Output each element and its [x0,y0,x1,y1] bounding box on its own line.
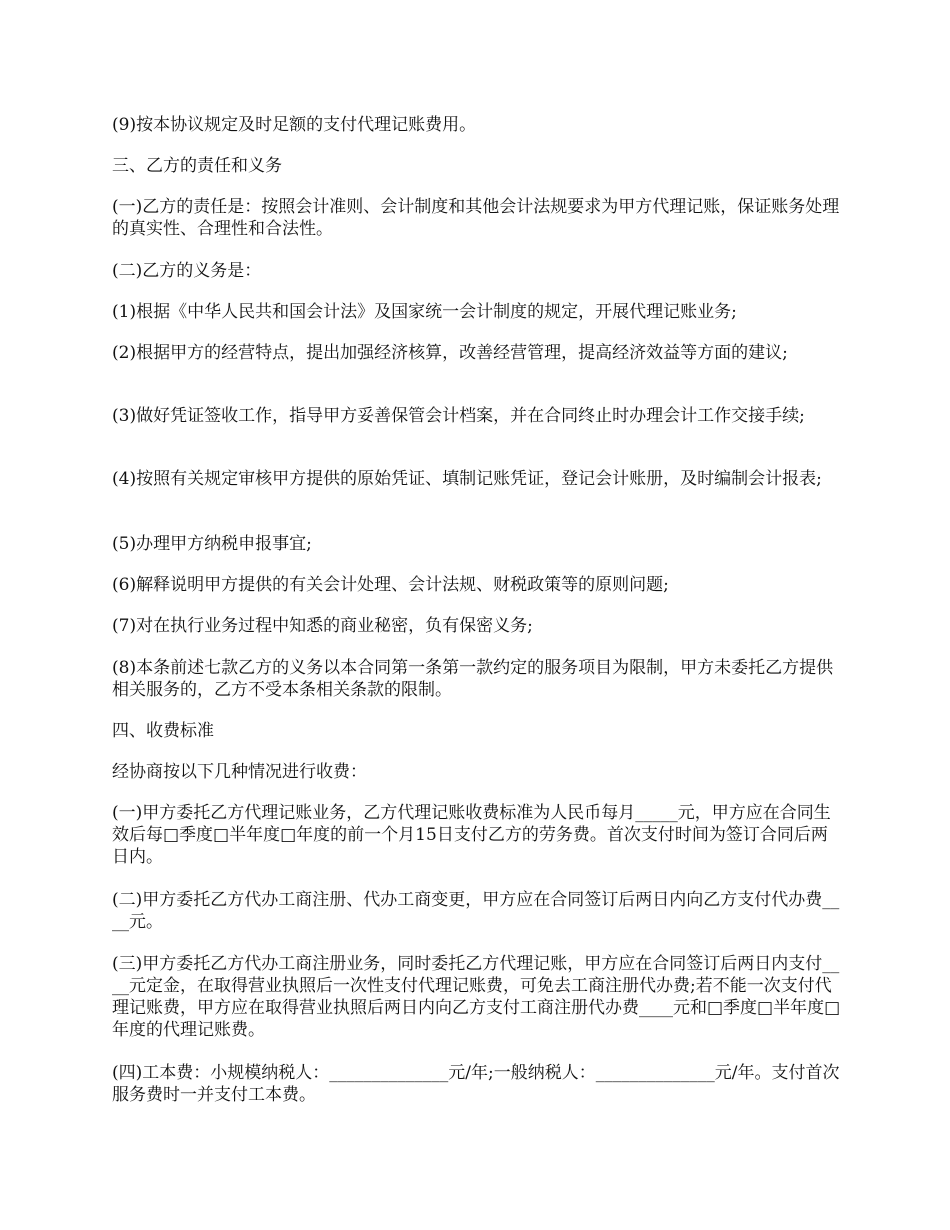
paragraph-fee-3: (三)甲方委托乙方代办工商注册业务，同时委托乙方代理记账，甲方应在合同签订后两日内支付____元定金，在取得营业执照后一次性支付代理记账费，可免去工商注册代办费;若不能一次支付代理记账费，甲方应在取得营业执照后两日内向乙方支付工商注册代办费____元和□季度□半年度□年度的代理记账费。 [112,954,841,1040]
paragraph-party-b-responsibility: (一)乙方的责任是：按照会计准则、会计制度和其他会计法规要求为甲方代理记账，保证账务处理的真实性、合理性和合法性。 [112,197,840,239]
paragraph-fee-intro: 经协商按以下几种情况进行收费： [112,762,367,782]
paragraph-item-8: (8)本条前述七款乙方的义务以本合同第一条第一款约定的服务项目为限制，甲方未委托乙方提供相关服务的，乙方不受本条相关条款的限制。 [112,658,834,700]
paragraph-fee-4: (四)工本费：小规模纳税人：______________元/年;一般纳税人：______________元/年。支付首次服务费时一并支付工本费。 [112,1063,840,1105]
paragraph-item-1: (1)根据《中华人民共和国会计法》及国家统一会计制度的规定，开展代理记账业务; [112,302,737,322]
paragraph-fee-2: (二)甲方委托乙方代办工商注册、代办工商变更，甲方应在合同签订后两日内向乙方支付代办费____元。 [112,890,840,932]
document-page [112,0,842,1230]
paragraph-item-9: (9)按本协议规定及时足额的支付代理记账费用。 [112,115,477,135]
paragraph-item-3: (3)做好凭证签收工作，指导甲方妥善保管会计档案，并在合同终止时办理会计工作交接手续; [112,406,805,426]
section-heading-fee-standard: 四、收费标准 [112,721,214,741]
paragraph-item-6: (6)解释说明甲方提供的有关会计处理、会计法规、财税政策等的原则问题; [112,575,669,595]
paragraph-item-2: (2)根据甲方的经营特点，提出加强经济核算，改善经营管理，提高经济效益等方面的建议; [112,343,788,363]
paragraph-party-b-obligations: (二)乙方的义务是： [112,261,262,281]
paragraph-fee-1: (一)甲方委托乙方代理记账业务，乙方代理记账收费标准为人民币每月_____元，甲方应在合同生效后每□季度□半年度□年度的前一个月15日支付乙方的劳务费。首次支付时间为签订合同后两日内。 [112,803,831,867]
paragraph-item-4: (4)按照有关规定审核甲方提供的原始凭证、填制记账凭证，登记会计账册，及时编制会计报表; [112,469,822,489]
section-heading-party-b-duties: 三、乙方的责任和义务 [112,156,282,176]
paragraph-item-7: (7)对在执行业务过程中知悉的商业秘密，负有保密义务; [112,616,533,636]
paragraph-item-5: (5)办理甲方纳税申报事宜; [112,534,312,554]
